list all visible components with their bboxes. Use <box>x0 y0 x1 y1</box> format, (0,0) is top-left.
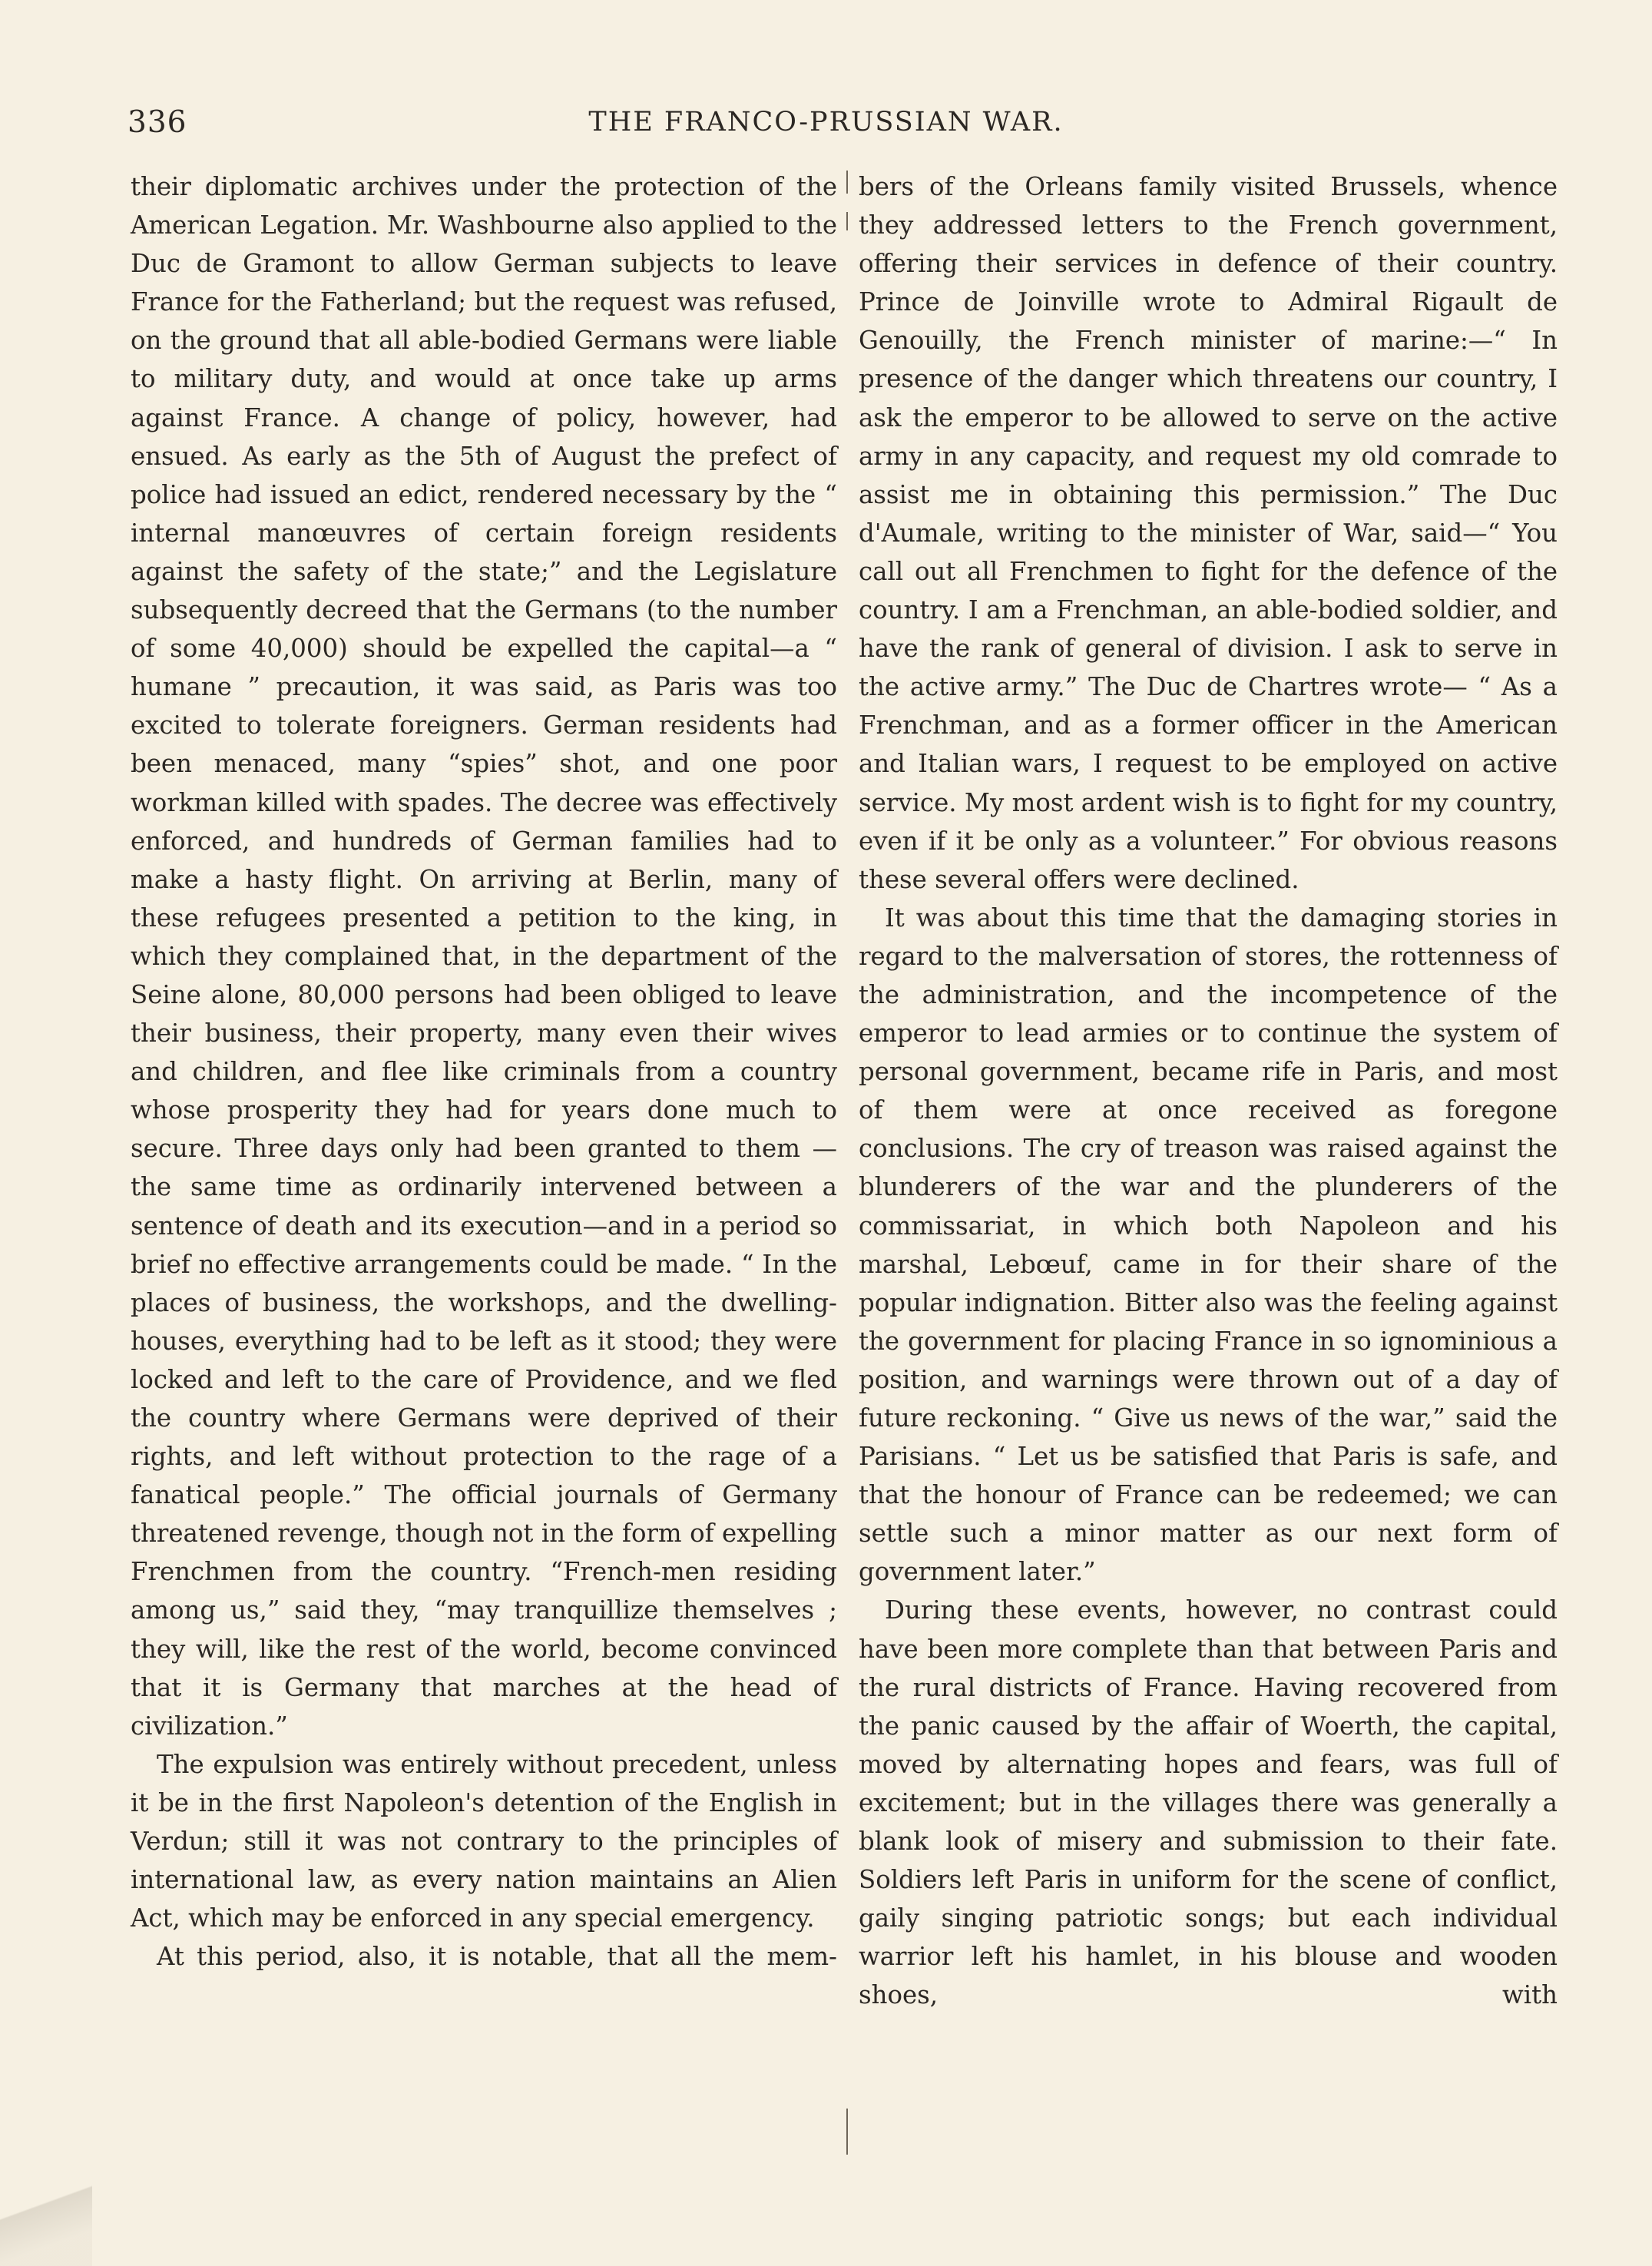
right-paragraph-1: bers of the Orleans family visited Brussels, whence they addressed letters to the French government, offering their services in defence of their country. Prince de Joinville wrote to Admiral Rigault de Genouilly, the French minister of marine:—“ In presence of the danger which threatens our country, I ask the emperor to be allowed to serve on the active army in any capacity, and request my old comrade to assist me in obtaining this permission.” The Duc d'Aumale, writing to the minister of War, said—“ You call out all Frenchmen to fight for the defence of the country. I am a Frenchman, an able-bodied soldier, and have the rank of general of division. I ask to serve in the active army.” The Duc de Chartres wrote— “ As a Frenchman, and as a former officer in the American and Italian wars, I request to be employed on active service. My most ardent wish is to fight for my country, even if it be only as a volunteer.” For obvious reasons these several offers were declined. <box>859 172 1558 894</box>
right-column <box>859 167 1558 2165</box>
left-column <box>131 167 837 2165</box>
running-head: THE FRANCO-PRUSSIAN WAR. <box>588 107 1064 137</box>
page-number: 336 <box>127 105 187 140</box>
right-paragraph-2: It was about this time that the damaging stories in regard to the malversation of stores, the rottenness of the administration, and the incompetence of the emperor to lead armies or to continue the system of personal government, became rife in Paris, and most of them were at once received as foregone conclusions. The cry of treason was raised against the blunderers of the war and the plunderers of the commissariat, in which both Napoleon and his marshal, Lebœuf, came in for their share of the popular indignation. Bitter also was the feeling against the government for placing France in so ignominious a position, and warnings were thrown out of a day of future reckoning. “ Give us news of the war,” said the Parisians. “ Let us be satisfied that Paris is safe, and that the honour of France can be redeemed; we can settle such a minor matter as our next form of government later.” <box>859 903 1558 1587</box>
right-paragraph-3: During these events, however, no contrast could have been more complete than that between Paris and the rural districts of France. Having recovered from the panic caused by the affair of Woerth, the capital, moved by alternating hopes and fears, was full of excitement; but in the villages there was generally a blank look of misery and submission to their fate. Soldiers left Paris in uniform for the scene of conflict, gaily singing patriotic songs; but each individual warrior left his hamlet, in his blouse and wooden shoes, with <box>859 1595 1558 2010</box>
column-rule-top <box>846 171 848 194</box>
left-paragraph-2: The expulsion was entirely without precedent, unless it be in the first Napoleon's detention of the English in Verdun; still it was not contrary to the principles of international law, as every nation maintains an Alien Act, which may be enforced in any special emergency. <box>131 1749 837 1933</box>
left-paragraph-3: At this period, also, it is notable, that all the mem- <box>157 1942 837 1972</box>
column-rule-top-2 <box>846 212 848 230</box>
page-corner-fold <box>0 2120 92 2266</box>
column-rule-bottom <box>846 2109 848 2155</box>
left-paragraph-1: their diplomatic archives under the protection of the American Legation. Mr. Washbourne also applied to the Duc de Gramont to allow German subjects to leave France for the Fatherland; but the request was refused, on the ground that all able-bodied Germans were liable to military duty, and would at once take up arms against France. A change of policy, however, had ensued. As early as the 5th of August the prefect of police had issued an edict, rendered necessary by the “ internal manœuvres of certain foreign residents against the safety of the state;” and the Legislature subsequently decreed that the Germans (to the number of some 40,000) should be expelled the capital—a “ humane ” precaution, it was said, as Paris was too excited to tolerate foreigners. German residents had been menaced, many “spies” shot, and one poor workman killed with spades. The decree was effectively enforced, and hundreds of German families had to make a hasty flight. On arriving at Berlin, many of these refugees presented a petition to the king, in which they complained that, in the department of the Seine alone, 80,000 persons had been obliged to leave their business, their property, many even their wives and children, and flee like criminals from a country whose prosperity they had for years done much to secure. Three days only had been granted to them — the same time as ordinarily intervened between a sentence of death and its execution—and in a period so brief no effective arrangements could be made. “ In the places of business, the workshops, and the dwelling-houses, everything had to be left as it stood; they were locked and left to the care of Providence, and we fled the country where Germans were deprived of their rights, and left without protection to the rage of a fanatical people.” The official journals of Germany threatened revenge, though not in the form of expelling Frenchmen from the country. “French-men residing among us,” said they, “may tranquillize themselves ; they will, like the rest of the world, become convinced that it is Germany that marches at the head of civilization.” <box>131 172 837 1741</box>
